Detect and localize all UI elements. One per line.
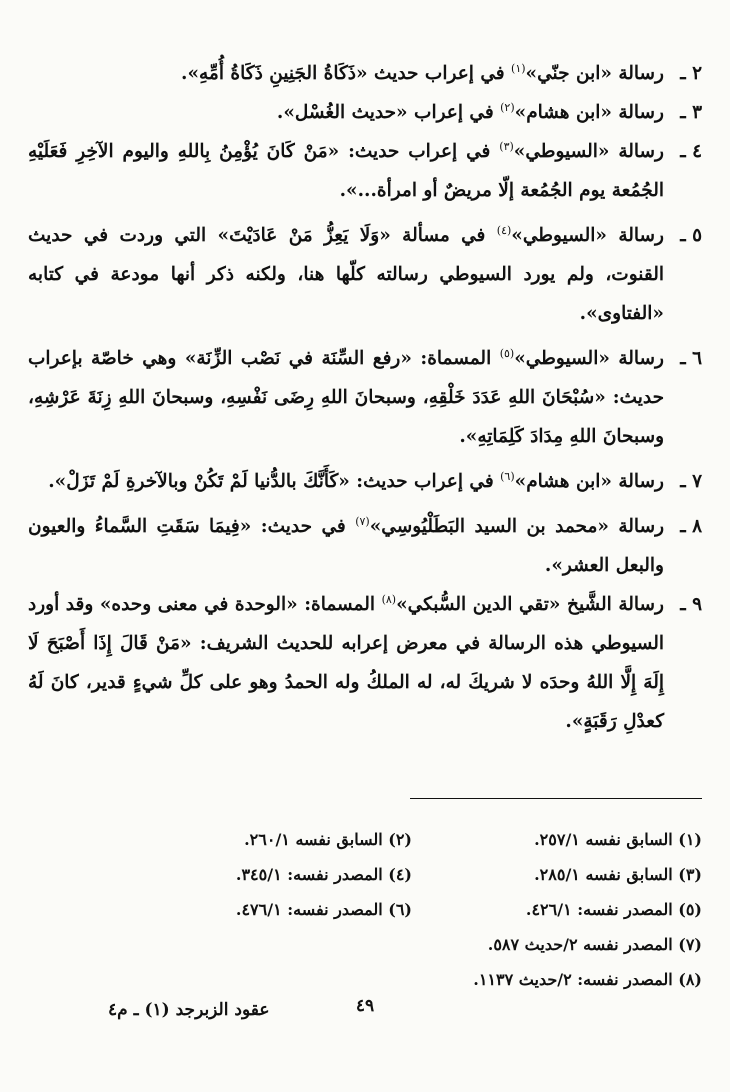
footnote: (٤) المصدر نفسه: ٣٤٥/١.: [235, 865, 412, 884]
list-item: [28, 462, 702, 501]
footnote-marker[interactable]: (٣): [499, 139, 514, 153]
footnote: (٣) السابق نفسه ٢٨٥/١.: [534, 865, 702, 884]
item-number: ٣ ـ: [680, 102, 702, 123]
item-text: رسالة «محمد بن السيد البَطَلْيُوسِي»$^{(٧)}$ في حديث: «فِيمَا سَقَتِ السَّماءُ والعيون والبعل العشر».: [28, 514, 665, 576]
page-footer: [0, 996, 730, 1026]
item-number: ٨ ـ: [680, 516, 702, 537]
item-text: رسالة الشَّيخ «تقي الدين السُّبكي»$^{(٨)}$ المسماة: «الوحدة في معنى وحده» وقد أورد السيوطي هذه الرسالة في معرض إعرابه للحديث الشريف: «مَنْ قَالَ إِذَا أَصْبَحَ لَا إِلَهَ إِلَّا اللهُ وحدَه لا شريكَ له، له الملكُ وله الحمدُ وهو على كلِّ شيءٍ قدير، كانَ لَهُ كعدْلِ رَقَبَةٍ».: [28, 592, 664, 732]
footnote: (٢) السابق نفسه ٢٦٠/١.: [244, 830, 412, 849]
item-number: ٥ ـ: [680, 225, 702, 246]
item-text: رسالة «ابن جنّي»$^{(١)}$ في إعراب حديث «ذَكَاةُ الجَنِينِ ذَكَاةُ أُمِّهِ».: [181, 61, 664, 84]
item-number: ٢ ـ: [680, 63, 702, 84]
book-signature: عقود الزبرجد (١) ـ م٤: [108, 1000, 270, 1020]
item-number: ٩ ـ: [680, 594, 702, 615]
footnote-row: [28, 962, 702, 997]
footnote-marker[interactable]: (٤): [496, 223, 512, 237]
footnote-marker[interactable]: (٧): [355, 514, 370, 528]
list-item: [28, 216, 702, 333]
page-number: ٤٩: [355, 996, 375, 1016]
list-item: [28, 339, 702, 456]
footnote-marker[interactable]: (٦): [500, 469, 515, 483]
list-item: [28, 585, 702, 741]
list-item: [28, 507, 702, 585]
item-number: ٤ ـ: [680, 141, 702, 162]
footnote: (٦) المصدر نفسه: ٤٧٦/١.: [235, 900, 412, 919]
item-text: رسالة «ابن هشام»$^{(٦)}$ في إعراب حديث: «كَأَنَّكَ بالدُّنيا لَمْ تَكُنْ وبالآخرةِ لَمْ تَزَلْ».: [48, 469, 664, 492]
footnote-marker[interactable]: (٥): [499, 346, 515, 360]
footnote: (٥) المصدر نفسه: ٤٢٦/١.: [525, 900, 702, 919]
item-text: رسالة «ابن هشام»$^{(٢)}$ في إعراب «حديث الغُسْل».: [276, 100, 664, 123]
item-text: رسالة «السيوطي»$^{(٣)}$ في إعراب حديث: «مَنْ كَانَ يُؤْمِنُ بِاللهِ واليوم الآخِرِ فَعَلَيْهِ الجُمُعة يوم الجُمُعة إلّا مريضٌ أو امرأة...».: [28, 139, 664, 201]
footnote-row: [28, 892, 702, 927]
footnote: [122, 962, 412, 997]
footnote-row: [28, 857, 702, 892]
footnotes: [28, 822, 702, 997]
footnote-row: [28, 927, 702, 962]
item-number: ٧ ـ: [680, 471, 702, 492]
footnote-marker[interactable]: (٨): [381, 592, 397, 606]
footnote: [122, 927, 412, 962]
treatise-list: [28, 54, 702, 741]
footnote: (١) السابق نفسه ٢٥٧/١.: [534, 830, 702, 849]
item-text: رسالة «السيوطي»$^{(٤)}$ في مسألة «وَلَا يَعِزُّ مَنْ عَادَيْتَ» التي وردت في حديث القنوت، ولم يورد السيوطي رسالته كلّها هنا، ولكنه ذكر أنها مودعة في كتابه «الفتاوى».: [28, 223, 664, 324]
item-number: ٦ ـ: [680, 348, 702, 369]
footnote: (٨) المصدر نفسه: ٢/حديث ١١٣٧.: [473, 970, 702, 989]
footnote-marker[interactable]: (١): [511, 61, 526, 75]
footnote-separator: [410, 798, 702, 799]
footnote: (٧) المصدر نفسه ٢/حديث ٥٨٧.: [487, 935, 702, 954]
list-item: [28, 93, 702, 132]
footnote-marker[interactable]: (٢): [500, 100, 515, 114]
item-text: رسالة «السيوطي»$^{(٥)}$ المسماة: «رفع السِّنَة في نَصْب الزِّنَة» وهي خاصّة بإعراب حديث: «سُبْحَانَ اللهِ عَدَدَ خَلْقِهِ، وسبحانَ اللهِ رِضَى نَفْسِهِ، وسبحانَ اللهِ زِنَةَ عَرْشِهِ، وسبحانَ اللهِ مِدَادَ كَلِمَاتِهِ».: [28, 346, 664, 447]
footnote-row: [28, 822, 702, 857]
list-item: [28, 132, 702, 210]
list-item: [28, 54, 702, 93]
